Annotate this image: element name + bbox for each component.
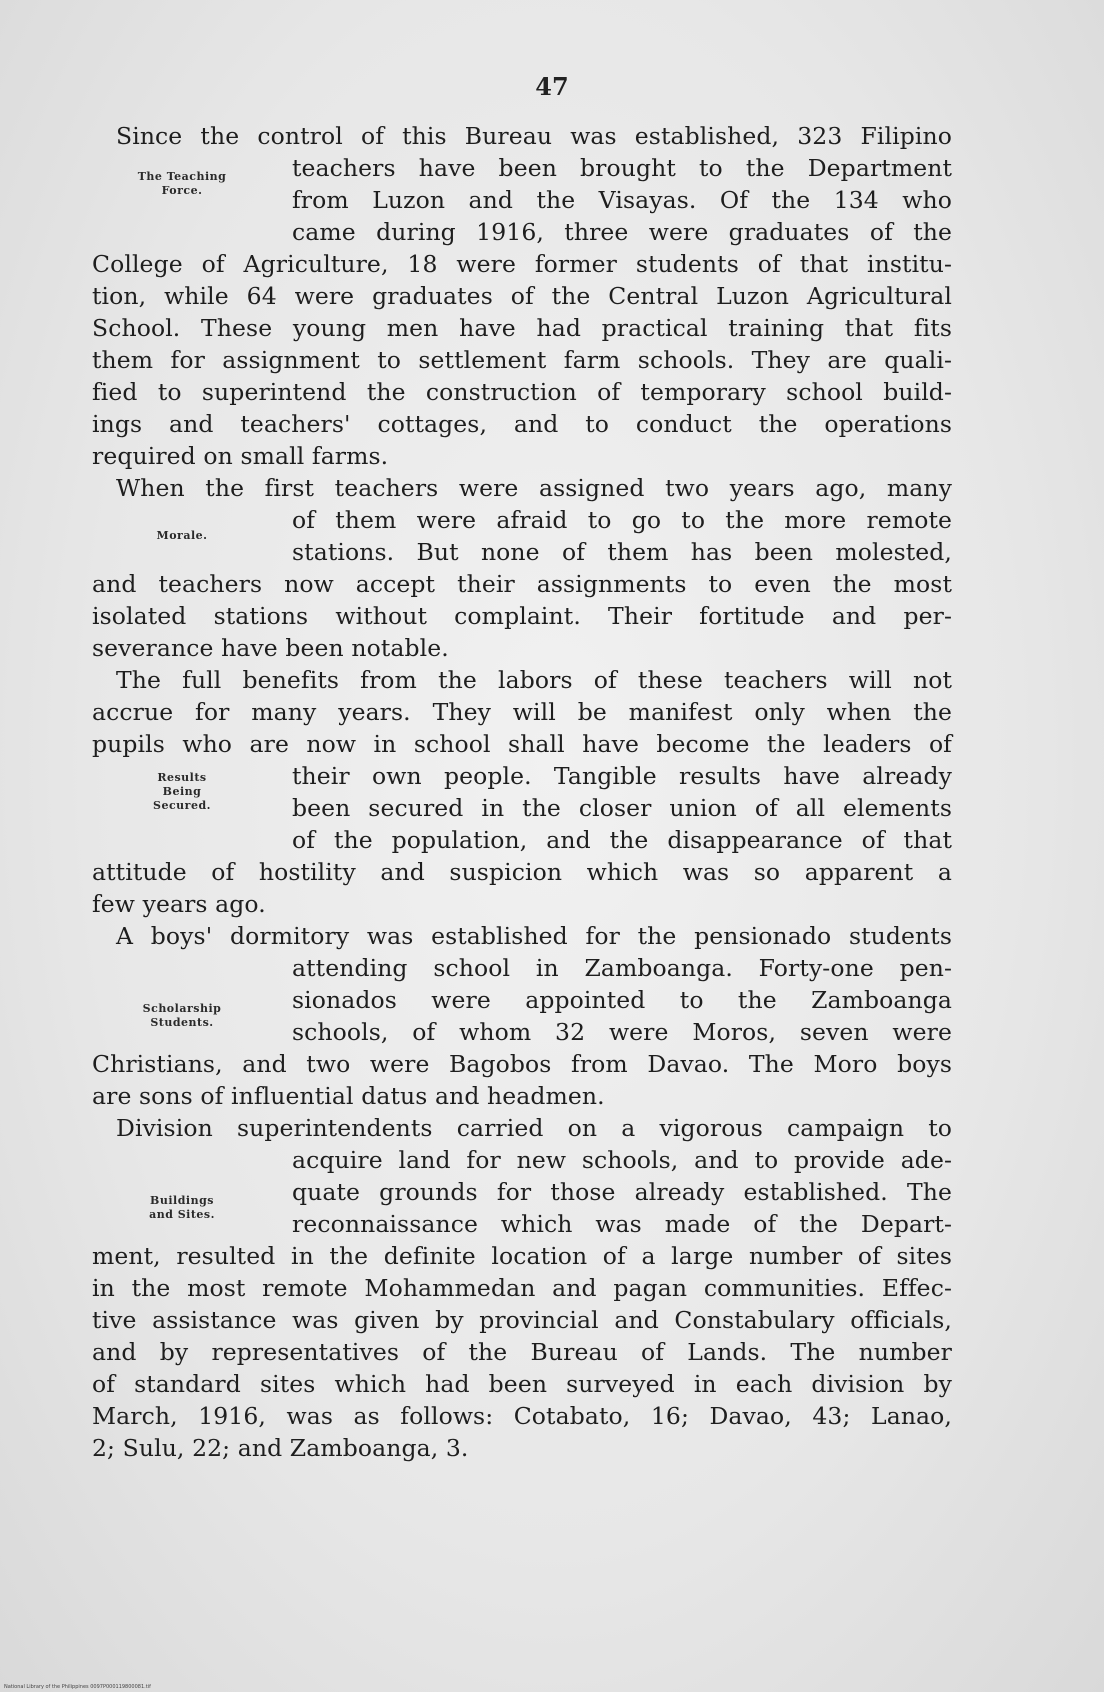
text-line: required on small farms. xyxy=(92,442,389,470)
text-line: College of Agriculture, 18 were former students of that institu- xyxy=(92,250,952,278)
text-line: schools, of whom 32 were Moros, seven were xyxy=(292,1018,952,1046)
text-line: Since the control of this Bureau was established, 323 Filipino xyxy=(116,122,952,150)
footer-note: National Library of the Philippines 0097P000119800081.tif xyxy=(4,1684,151,1690)
text-line: are sons of influential datus and headmen. xyxy=(92,1082,605,1110)
text-line: Division superintendents carried on a vigorous campaign to xyxy=(116,1114,952,1142)
sidenote-line: Force. xyxy=(161,184,203,197)
text-line: stations. But none of them has been molested, xyxy=(292,538,952,566)
text-line: ings and teachers' cottages, and to conduct the operations xyxy=(92,410,952,438)
paragraph xyxy=(92,664,952,920)
sidenote-line: Students. xyxy=(150,1016,214,1029)
text-line: and teachers now accept their assignments to even the most xyxy=(92,570,952,598)
margin-sidenote xyxy=(102,1194,262,1222)
text-line: When the first teachers were assigned two years ago, many xyxy=(116,474,952,502)
sidenote-line: The Teaching xyxy=(137,170,227,183)
text-line: tion, while 64 were graduates of the Central Luzon Agricultural xyxy=(92,282,952,310)
text-line: March, 1916, was as follows: Cotabato, 16; Davao, 43; Lanao, xyxy=(92,1402,952,1430)
text-block xyxy=(92,120,952,1464)
text-line: from Luzon and the Visayas. Of the 134 who xyxy=(292,186,952,214)
text-line: their own people. Tangible results have already xyxy=(292,762,952,790)
paragraph xyxy=(92,472,952,664)
text-line: The full benefits from the labors of these teachers will not xyxy=(116,666,952,694)
sidenote-line: Scholarship xyxy=(142,1002,222,1015)
margin-sidenote xyxy=(102,529,262,543)
text-line: quate grounds for those already established. The xyxy=(292,1178,952,1206)
margin-sidenote xyxy=(102,170,262,198)
margin-sidenote xyxy=(102,1002,262,1030)
text-line: been secured in the closer union of all elements xyxy=(292,794,952,822)
paragraph xyxy=(92,120,952,472)
text-line: ment, resulted in the definite location of a large number of sites xyxy=(92,1242,952,1270)
text-line: isolated stations without complaint. Their fortitude and per- xyxy=(92,602,952,630)
text-line: attending school in Zamboanga. Forty-one pen- xyxy=(292,954,952,982)
text-line: Christians, and two were Bagobos from Davao. The Moro boys xyxy=(92,1050,952,1078)
text-line: severance have been notable. xyxy=(92,634,449,662)
margin-sidenote xyxy=(102,771,262,813)
text-line: in the most remote Mohammedan and pagan communities. Effec- xyxy=(92,1274,952,1302)
sidenote-line: Morale. xyxy=(156,529,208,542)
text-line: pupils who are now in school shall have become the leaders of xyxy=(92,730,952,758)
text-line: them for assignment to settlement farm schools. They are quali- xyxy=(92,346,952,374)
page-number: 47 xyxy=(535,72,569,101)
text-line: tive assistance was given by provincial and Constabulary officials, xyxy=(92,1306,952,1334)
text-line: and by representatives of the Bureau of Lands. The number xyxy=(92,1338,952,1366)
text-line: of them were afraid to go to the more remote xyxy=(292,506,952,534)
sidenote-line: Buildings xyxy=(150,1194,214,1207)
paragraph xyxy=(92,920,952,1112)
text-line: teachers have been brought to the Department xyxy=(292,154,952,182)
text-line: School. These young men have had practical training that fits xyxy=(92,314,952,342)
text-line: sionados were appointed to the Zamboanga xyxy=(292,986,952,1014)
text-line: attitude of hostility and suspicion which was so apparent a xyxy=(92,858,952,886)
text-line: fied to superintend the construction of temporary school build- xyxy=(92,378,952,406)
text-line: A boys' dormitory was established for the pensionado students xyxy=(116,922,952,950)
sidenote-line: Results xyxy=(157,771,207,784)
sidenote-line: Secured. xyxy=(153,799,211,812)
text-line: acquire land for new schools, and to provide ade- xyxy=(292,1146,952,1174)
text-line: reconnaissance which was made of the Depart- xyxy=(292,1210,952,1238)
paragraph xyxy=(92,1112,952,1464)
text-line: accrue for many years. They will be manifest only when the xyxy=(92,698,952,726)
text-line: few years ago. xyxy=(92,890,266,918)
text-line: came during 1916, three were graduates of the xyxy=(292,218,952,246)
text-line: of the population, and the disappearance of that xyxy=(292,826,952,854)
text-line: 2; Sulu, 22; and Zamboanga, 3. xyxy=(92,1434,469,1462)
text-line: of standard sites which had been surveyed in each division by xyxy=(92,1370,952,1398)
sidenote-line: Being xyxy=(162,785,202,798)
sidenote-line: and Sites. xyxy=(149,1208,215,1221)
